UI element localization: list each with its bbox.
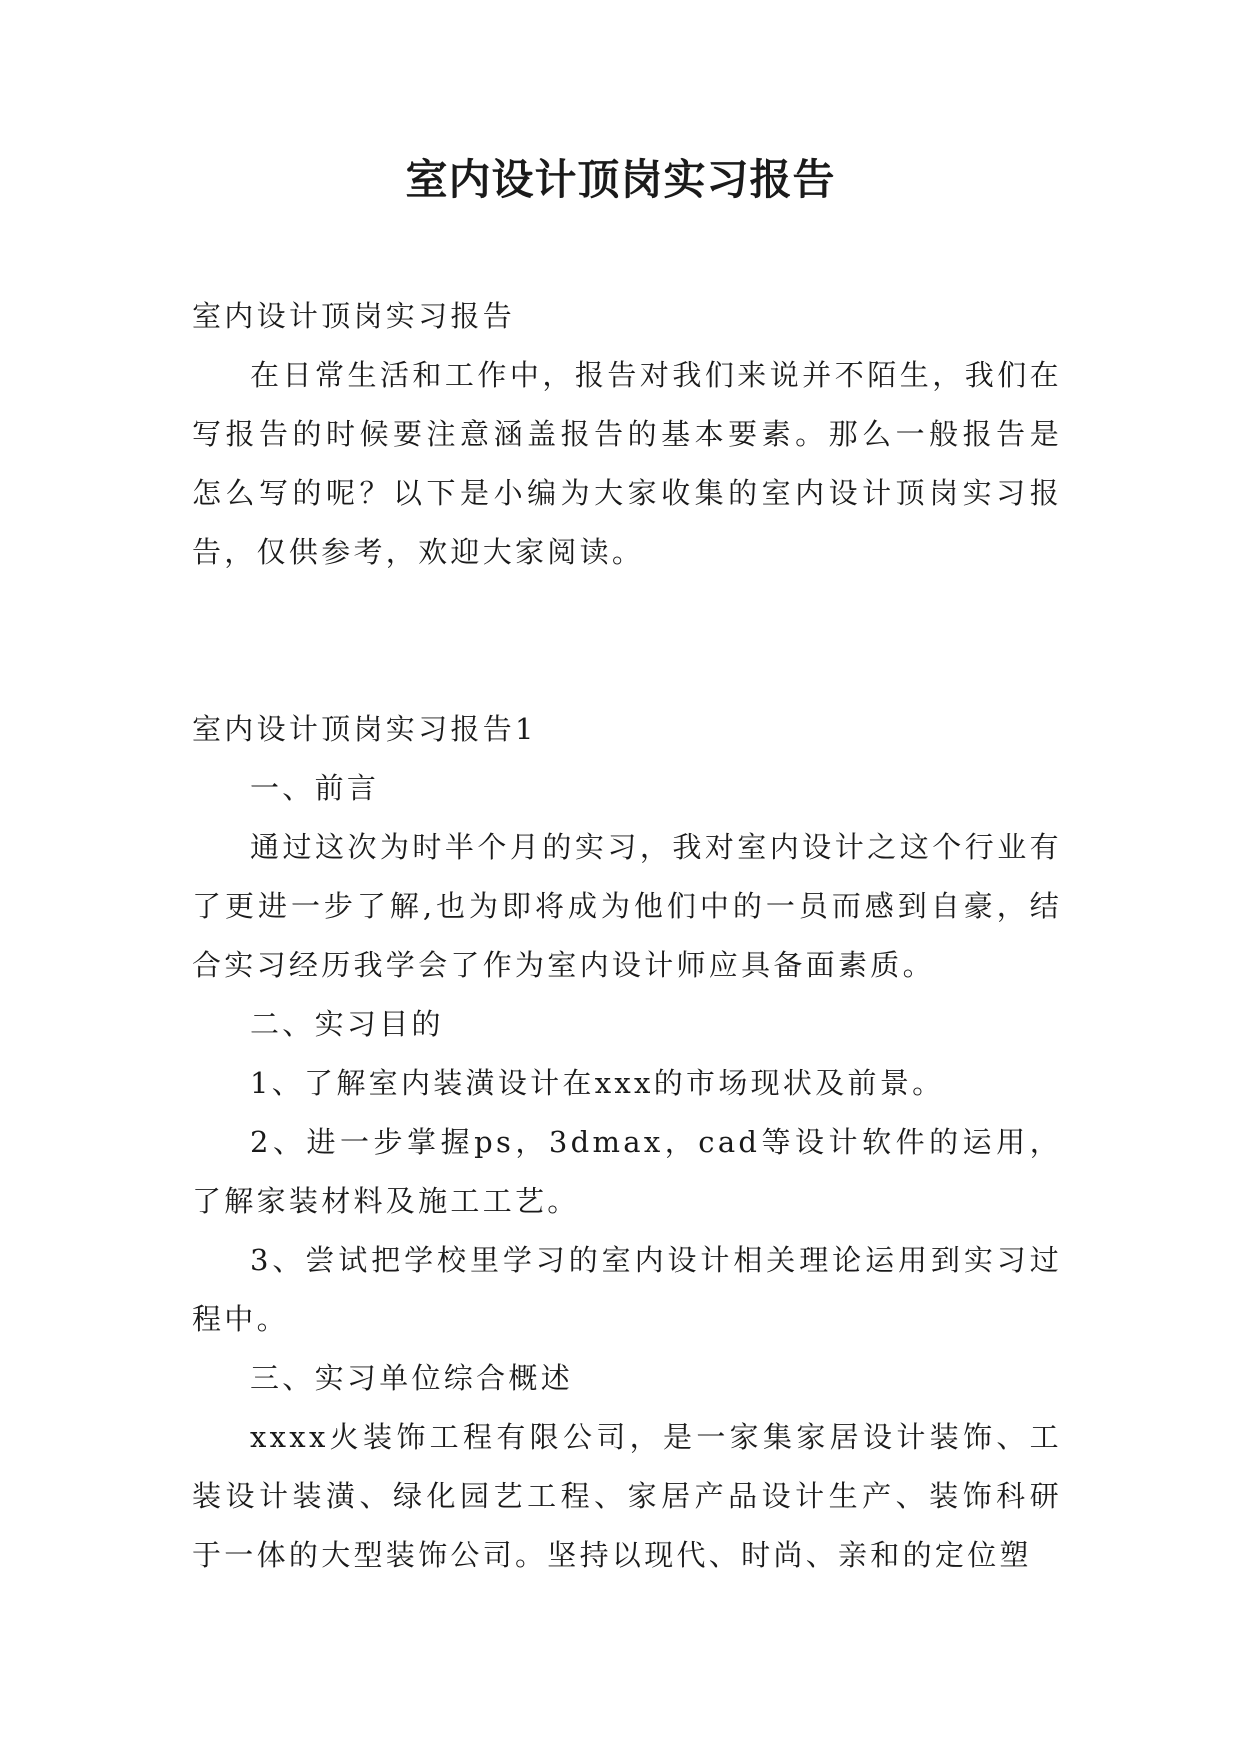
purpose-item: 1、了解室内装潢设计在xxx的市场现状及前景。 xyxy=(250,1066,945,1100)
overview-paragraph: xxxx火装饰工程有限公司，是一家集家居设计装饰、工装设计装潢、绿化园艺工程、家居产品设计生产、装饰科研于一体的大型装饰公司。坚持以现代、时尚、亲和的定位塑 xyxy=(192,1420,1062,1572)
section-spacer xyxy=(192,582,1062,700)
section-title: 室内设计顶岗实习报告1 xyxy=(192,712,537,746)
intro-paragraph: 在日常生活和工作中，报告对我们来说并不陌生，我们在写报告的时候要注意涵盖报告的基本要素。那么一般报告是怎么写的呢？以下是小编为大家收集的室内设计顶岗实习报告，仅供参考，欢迎大家阅读。 xyxy=(192,358,1062,569)
purpose-heading: 二、实习目的 xyxy=(250,1007,444,1041)
preface-heading: 一、前言 xyxy=(250,771,380,805)
preface-paragraph: 通过这次为时半个月的实习，我对室内设计之这个行业有了更进一步了解,也为即将成为他们中的一员而感到自豪，结合实习经历我学会了作为室内设计师应具备面素质。 xyxy=(192,830,1062,982)
purpose-item: 2、进一步掌握ps，3dmax，cad等设计软件的运用，了解家装材料及施工工艺。 xyxy=(192,1125,1062,1218)
purpose-item: 3、尝试把学校里学习的室内设计相关理论运用到实习过程中。 xyxy=(192,1243,1062,1336)
document-body xyxy=(192,287,1062,1585)
subtitle: 室内设计顶岗实习报告 xyxy=(192,299,516,333)
overview-heading: 三、实习单位综合概述 xyxy=(250,1361,574,1395)
document-title: 室内设计顶岗实习报告 xyxy=(405,155,836,204)
